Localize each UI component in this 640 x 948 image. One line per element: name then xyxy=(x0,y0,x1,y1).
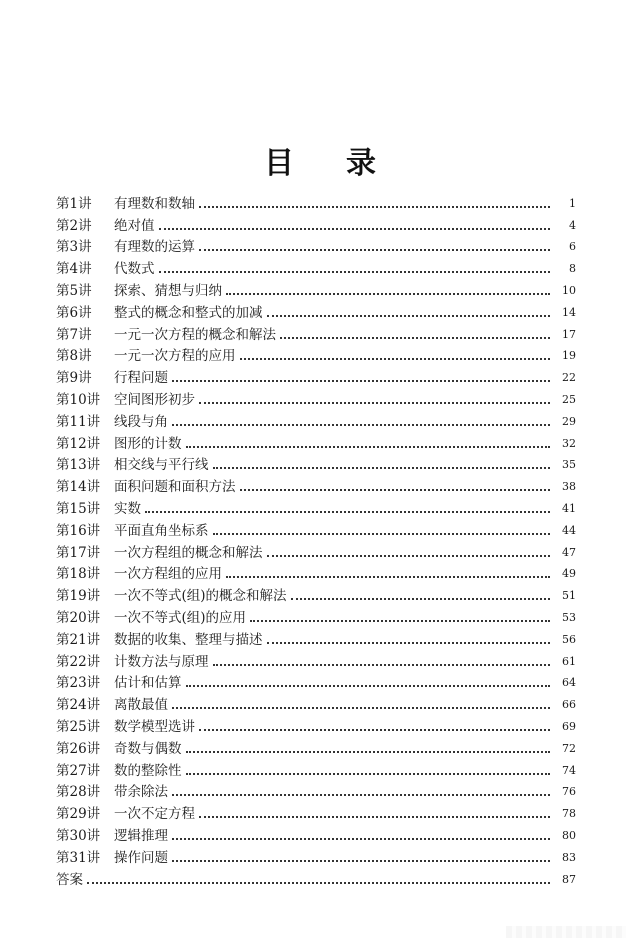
chapter-number: 第24讲 xyxy=(56,697,101,714)
dot-leader xyxy=(240,489,551,491)
chapter-page-number: 8 xyxy=(569,262,576,276)
chapter-page-number: 72 xyxy=(562,741,576,755)
chapter-title: 数的整除性 xyxy=(114,762,182,779)
chapter-page-number: 44 xyxy=(562,523,576,537)
chapter-number: 第29讲 xyxy=(56,806,101,823)
chapter-page-number: 74 xyxy=(562,763,576,777)
toc-row[interactable] xyxy=(56,212,576,234)
chapter-page-number: 17 xyxy=(562,327,576,341)
chapter-title: 一元一次方程的应用 xyxy=(114,348,236,365)
toc-row[interactable] xyxy=(56,495,576,517)
dot-leader xyxy=(199,206,550,208)
chapter-page-number: 19 xyxy=(562,349,576,363)
chapter-page-number: 22 xyxy=(562,371,576,385)
toc-row[interactable] xyxy=(56,604,576,626)
chapter-number: 第18讲 xyxy=(56,566,101,583)
chapter-number: 第28讲 xyxy=(56,784,101,801)
chapter-page-number: 32 xyxy=(562,436,576,450)
dot-leader xyxy=(267,555,551,557)
chapter-number: 第23讲 xyxy=(56,675,101,692)
dot-leader xyxy=(172,794,550,796)
toc-row[interactable] xyxy=(56,626,576,648)
toc-row[interactable] xyxy=(56,757,576,779)
chapter-number: 第11讲 xyxy=(56,413,101,430)
chapter-number: 第17讲 xyxy=(56,544,101,561)
dot-leader xyxy=(267,315,551,317)
toc-row[interactable] xyxy=(56,277,576,299)
scan-artifact xyxy=(506,926,626,938)
chapter-title: 有理数和数轴 xyxy=(114,195,195,212)
chapter-title: 面积问题和面积方法 xyxy=(114,479,236,496)
chapter-number: 第15讲 xyxy=(56,500,101,517)
chapter-page-number: 6 xyxy=(569,240,576,254)
chapter-number: 第13讲 xyxy=(56,457,101,474)
chapter-title: 一元一次方程的概念和解法 xyxy=(114,326,276,343)
dot-leader xyxy=(186,685,551,687)
chapter-title: 行程问题 xyxy=(114,370,168,387)
chapter-title: 计数方法与原理 xyxy=(114,653,209,670)
chapter-number: 第9讲 xyxy=(56,370,92,387)
chapter-number: 第12讲 xyxy=(56,435,101,452)
toc-row[interactable] xyxy=(56,321,576,343)
chapter-title: 实数 xyxy=(114,500,141,517)
chapter-page-number: 61 xyxy=(562,654,576,668)
toc-row[interactable] xyxy=(56,255,576,277)
chapter-number: 第3讲 xyxy=(56,239,92,256)
toc-row[interactable] xyxy=(56,452,576,474)
chapter-title: 绝对值 xyxy=(114,217,155,234)
dot-leader xyxy=(186,773,551,775)
toc-row[interactable] xyxy=(56,539,576,561)
chapter-page-number: 56 xyxy=(562,632,576,646)
chapter-number: 第14讲 xyxy=(56,479,101,496)
dot-leader xyxy=(87,882,550,884)
toc-row[interactable] xyxy=(56,735,576,757)
chapter-page-number: 35 xyxy=(562,458,576,472)
toc-row[interactable] xyxy=(56,517,576,539)
dot-leader xyxy=(145,511,550,513)
chapter-number: 第4讲 xyxy=(56,261,92,278)
dot-leader xyxy=(199,402,550,404)
dot-leader xyxy=(213,664,551,666)
dot-leader xyxy=(250,620,550,622)
dot-leader xyxy=(226,293,550,295)
chapter-title: 逻辑推理 xyxy=(114,827,168,844)
dot-leader xyxy=(240,358,551,360)
chapter-number: 第31讲 xyxy=(56,849,101,866)
dot-leader xyxy=(159,228,551,230)
chapter-page-number: 41 xyxy=(562,501,576,515)
chapter-number: 第6讲 xyxy=(56,304,92,321)
chapter-number: 第2讲 xyxy=(56,217,92,234)
chapter-number: 第26讲 xyxy=(56,740,101,757)
chapter-title: 一次方程组的概念和解法 xyxy=(114,544,263,561)
chapter-title: 平面直角坐标系 xyxy=(114,522,209,539)
chapter-page-number: 80 xyxy=(562,828,576,842)
chapter-page-number: 14 xyxy=(562,305,576,319)
chapter-page-number: 29 xyxy=(562,414,576,428)
dot-leader xyxy=(172,838,550,840)
chapter-number: 第16讲 xyxy=(56,522,101,539)
toc-row[interactable] xyxy=(56,386,576,408)
chapter-page-number: 51 xyxy=(562,589,576,603)
chapter-title: 线段与角 xyxy=(114,413,168,430)
chapter-title: 奇数与偶数 xyxy=(114,740,182,757)
chapter-title: 一次方程组的应用 xyxy=(114,566,222,583)
chapter-number: 第30讲 xyxy=(56,827,101,844)
chapter-page-number: 69 xyxy=(562,719,576,733)
page-title: 目录 xyxy=(264,146,428,181)
chapter-number: 第8讲 xyxy=(56,348,92,365)
toc-row[interactable] xyxy=(56,343,576,365)
dot-leader xyxy=(172,380,550,382)
chapter-title: 估计和估算 xyxy=(114,675,182,692)
chapter-title: 有理数的运算 xyxy=(114,239,195,256)
toc-row[interactable] xyxy=(56,190,576,212)
dot-leader xyxy=(280,337,550,339)
chapter-number: 第22讲 xyxy=(56,653,101,670)
toc-row[interactable] xyxy=(56,473,576,495)
toc-row[interactable] xyxy=(56,408,576,430)
chapter-page-number: 76 xyxy=(562,785,576,799)
chapter-title: 一次不等式(组)的应用 xyxy=(114,609,247,626)
dot-leader xyxy=(186,446,551,448)
chapter-page-number: 49 xyxy=(562,567,576,581)
chapter-number: 第1讲 xyxy=(56,195,92,212)
dot-leader xyxy=(226,576,550,578)
chapter-page-number: 66 xyxy=(562,698,576,712)
toc-row[interactable] xyxy=(56,779,576,801)
toc-row[interactable] xyxy=(56,561,576,583)
chapter-title: 一次不定方程 xyxy=(114,806,195,823)
dot-leader xyxy=(172,860,550,862)
dot-leader xyxy=(291,598,550,600)
toc-row[interactable] xyxy=(56,691,576,713)
dot-leader xyxy=(213,533,551,535)
chapter-page-number: 25 xyxy=(562,392,576,406)
table-of-contents xyxy=(56,190,576,888)
dot-leader xyxy=(172,424,550,426)
chapter-title: 整式的概念和整式的加减 xyxy=(114,304,263,321)
chapter-page-number: 1 xyxy=(569,196,576,210)
chapter-page-number: 83 xyxy=(562,850,576,864)
chapter-page-number: 78 xyxy=(562,807,576,821)
chapter-number: 第25讲 xyxy=(56,718,101,735)
chapter-number: 第5讲 xyxy=(56,282,92,299)
chapter-title: 图形的计数 xyxy=(114,435,182,452)
toc-row[interactable] xyxy=(56,299,576,321)
toc-row[interactable] xyxy=(56,800,576,822)
toc-row[interactable] xyxy=(56,822,576,844)
answers-label: 答案 xyxy=(56,871,83,888)
chapter-page-number: 53 xyxy=(562,610,576,624)
answers-page-number: 87 xyxy=(562,872,576,886)
toc-row[interactable] xyxy=(56,430,576,452)
chapter-page-number: 64 xyxy=(562,676,576,690)
chapter-title: 离散最值 xyxy=(114,697,168,714)
dot-leader xyxy=(199,249,550,251)
dot-leader xyxy=(199,816,550,818)
dot-leader xyxy=(186,751,551,753)
toc-row[interactable] xyxy=(56,713,576,735)
chapter-title: 数学模型选讲 xyxy=(114,718,195,735)
chapter-number: 第7讲 xyxy=(56,326,92,343)
chapter-title: 代数式 xyxy=(114,261,155,278)
dot-leader xyxy=(159,271,551,273)
dot-leader xyxy=(199,729,550,731)
chapter-page-number: 38 xyxy=(562,480,576,494)
chapter-number: 第19讲 xyxy=(56,588,101,605)
chapter-number: 第20讲 xyxy=(56,609,101,626)
chapter-title: 空间图形初步 xyxy=(114,391,195,408)
chapter-title: 带余除法 xyxy=(114,784,168,801)
chapter-page-number: 10 xyxy=(562,283,576,297)
chapter-number: 第27讲 xyxy=(56,762,101,779)
chapter-title: 探索、猜想与归纳 xyxy=(114,282,222,299)
chapter-number: 第10讲 xyxy=(56,391,101,408)
chapter-page-number: 47 xyxy=(562,545,576,559)
toc-row[interactable] xyxy=(56,364,576,386)
dot-leader xyxy=(213,467,551,469)
chapter-title: 一次不等式(组)的概念和解法 xyxy=(114,588,287,605)
toc-row[interactable] xyxy=(56,670,576,692)
chapter-title: 相交线与平行线 xyxy=(114,457,209,474)
toc-row[interactable] xyxy=(56,234,576,256)
toc-row[interactable] xyxy=(56,582,576,604)
toc-row[interactable] xyxy=(56,844,576,866)
chapter-page-number: 4 xyxy=(569,218,576,232)
dot-leader xyxy=(267,642,551,644)
toc-row-answers[interactable] xyxy=(56,866,576,888)
chapter-title: 操作问题 xyxy=(114,849,168,866)
toc-row[interactable] xyxy=(56,648,576,670)
chapter-title: 数据的收集、整理与描述 xyxy=(114,631,263,648)
chapter-number: 第21讲 xyxy=(56,631,101,648)
dot-leader xyxy=(172,707,550,709)
